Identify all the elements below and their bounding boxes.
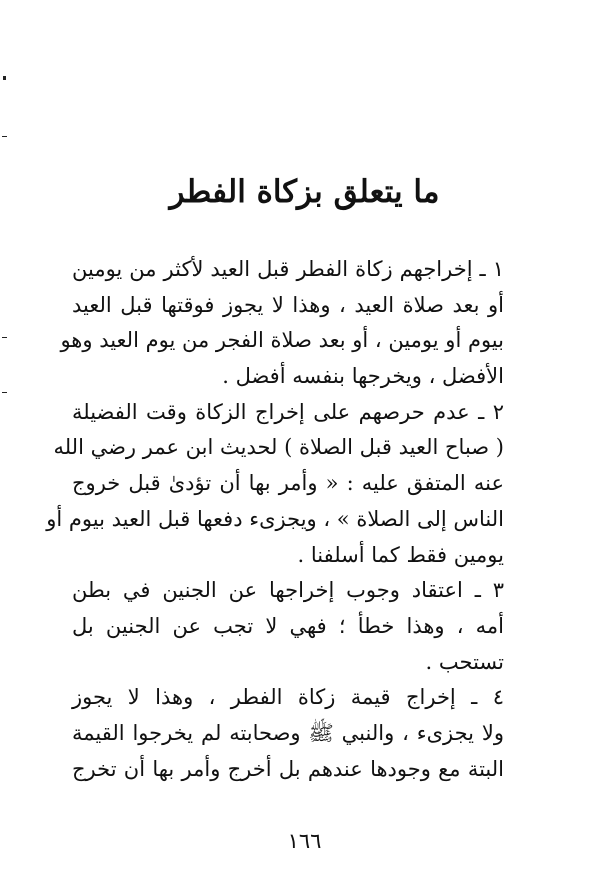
text-line: ٣ ـ اعتقاد وجوب إخراجها عن الجنين في بطن xyxy=(72,578,504,603)
text-line: الأفضل ، ويخرجها بنفسه أفضل . xyxy=(222,364,504,389)
margin-mark xyxy=(2,392,7,393)
text-line: عنه المتفق عليه : « وأمر بها أن تؤدىٰ قبل خروج xyxy=(72,471,504,496)
text-line: ( صباح العيد قبل الصلاة ) لحديث ابن عمر رضي الله xyxy=(53,435,504,460)
page-number: ١٦٦ xyxy=(287,829,322,853)
text-line: أو بعد صلاة العيد ، وهذا لا يجوز فوقتها قبل العيد xyxy=(72,292,504,317)
text-line: ٤ ـ إخراج قيمة زكاة الفطر ، وهذا لا يجوز xyxy=(72,685,504,710)
text-line: بيوم أو يومين ، أو بعد صلاة الفجر من يوم العيد وهو xyxy=(60,328,504,353)
text-line: أمه ، وهذا خطأ ؛ فهي لا تجب عن الجنين بل xyxy=(72,613,504,638)
text-line: يومين فقط كما أسلفنا . xyxy=(297,542,504,567)
margin-mark xyxy=(2,337,7,338)
margin-mark xyxy=(3,76,6,80)
margin-mark xyxy=(2,136,7,137)
text-line: ولا يجزىء ، والنبي ﷺ وصحابته لم يخرجوا القيمة xyxy=(72,720,504,745)
text-line: تستحب . xyxy=(425,649,504,674)
text-line: ٢ ـ عدم حرصهم على إخراج الزكاة وقت الفضيلة xyxy=(72,399,504,424)
text-line: البتة مع وجودها عندهم بل أخرج وأمر بها أن تخرج xyxy=(72,756,504,781)
section-title: ما يتعلق بزكاة الفطر xyxy=(169,174,440,210)
text-line: ١ ـ إخراجهم زكاة الفطر قبل العيد لأكثر من يومين xyxy=(72,257,504,281)
body-text xyxy=(46,252,504,787)
text-line: الناس إلى الصلاة » ، ويجزىء دفعها قبل العيد بيوم أو xyxy=(46,506,504,531)
